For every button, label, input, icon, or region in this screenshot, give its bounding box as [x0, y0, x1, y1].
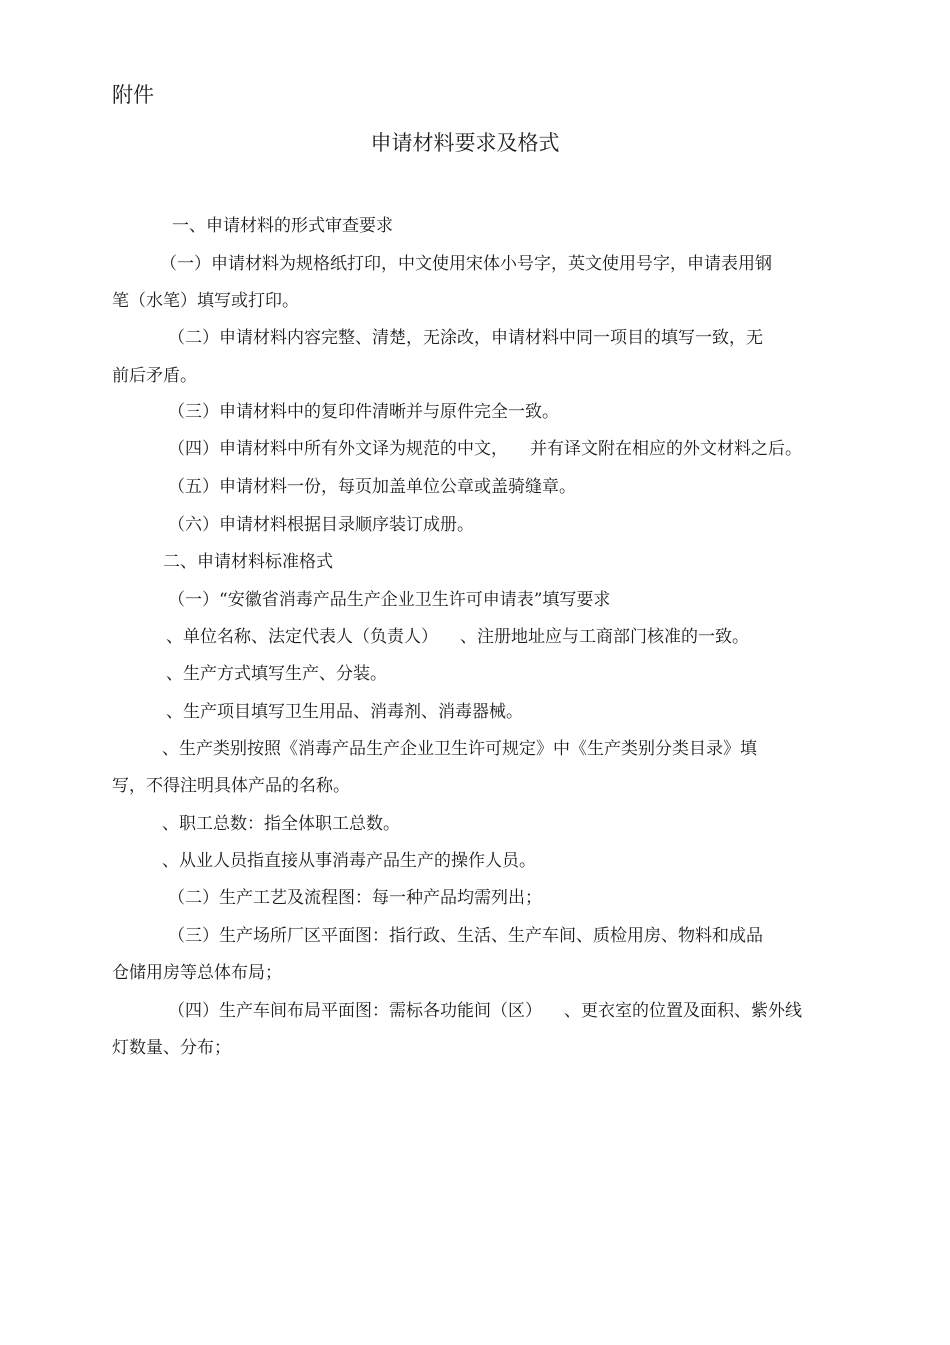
- section2-sub4-part1: （四）生产车间布局平面图：需标各功能间（区）: [168, 1001, 542, 1021]
- section1-item1-line1: （一）申请材料为规格纸打印，中文使用宋体小号字，英文使用号字，申请表用钢: [160, 254, 772, 274]
- section2-sub1-item4-line2: 写，不得注明具体产品的名称。: [112, 776, 350, 796]
- section2-sub3-line1: （三）生产场所厂区平面图：指行政、生活、生产车间、质检用房、物料和成品: [168, 926, 763, 946]
- section1-item5: （五）申请材料一份，每页加盖单位公章或盖骑缝章。: [168, 477, 576, 497]
- section1-item4-part1: （四）申请材料中所有外文译为规范的中文，: [168, 439, 508, 459]
- section2-sub2: （二）生产工艺及流程图：每一种产品均需列出；: [168, 888, 542, 908]
- section1-item4: [168, 438, 802, 460]
- section2-sub1-item6: 、从业人员指直接从事消毒产品生产的操作人员。: [162, 851, 536, 871]
- section2-sub1-item2: 、生产方式填写生产、分装。: [166, 664, 387, 684]
- section1-item6: （六）申请材料根据目录顺序装订成册。: [168, 515, 474, 535]
- section2-sub4-line2: 灯数量、分布；: [112, 1038, 231, 1058]
- section2-sub1-item4-line1: 、生产类别按照《消毒产品生产企业卫生许可规定》中《生产类别分类目录》填: [162, 739, 757, 759]
- section2-heading: 二、申请材料标准格式: [163, 552, 333, 572]
- section1-item2-line2: 前后矛盾。: [112, 366, 197, 386]
- section1-heading: 一、申请材料的形式审查要求: [172, 216, 393, 236]
- section1-item1-line2: 笔（水笔）填写或打印。: [112, 291, 299, 311]
- section2-sub3-line2: 仓储用房等总体布局；: [112, 963, 282, 983]
- section2-sub1-item1-part1: 、单位名称、法定代表人（负责人）: [166, 627, 438, 647]
- section1-item4-part2: 并有译文附在相应的外文材料之后。: [530, 439, 802, 459]
- section2-sub4-line1: [168, 1000, 802, 1022]
- document-title: 申请材料要求及格式: [370, 131, 560, 155]
- section2-sub1-item1: [166, 626, 749, 648]
- section1-item2-line1: （二）申请材料内容完整、清楚，无涂改，申请材料中同一项目的填写一致，无: [168, 328, 763, 348]
- section2-sub1-item5: 、职工总数：指全体职工总数。: [162, 814, 400, 834]
- section2-sub4-part2: 、更衣室的位置及面积、紫外线: [564, 1001, 802, 1021]
- section2-sub1-item3: 、生产项目填写卫生用品、消毒剂、消毒器械。: [166, 702, 523, 722]
- section2-sub1: （一）“安徽省消毒产品生产企业卫生许可申请表”填写要求: [168, 590, 611, 610]
- section1-item3: （三）申请材料中的复印件清晰并与原件完全一致。: [168, 402, 559, 422]
- section2-sub1-item1-part2: 、注册地址应与工商部门核准的一致。: [460, 627, 749, 647]
- attachment-label: 附件: [112, 83, 154, 107]
